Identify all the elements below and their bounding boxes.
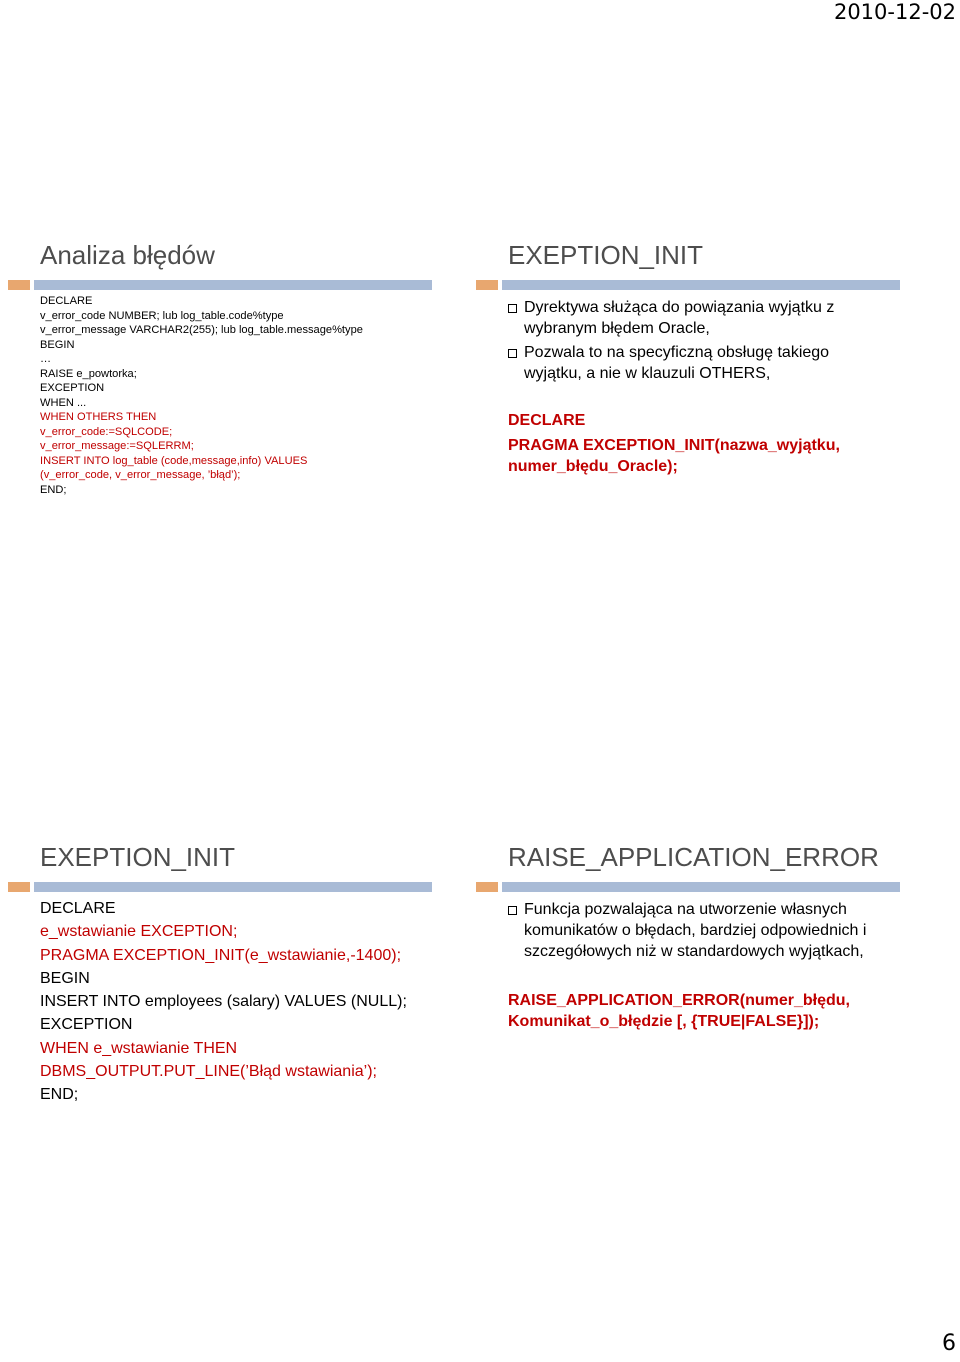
bullet-item: Dyrektywa służąca do powiązania wyjątku z wybranym błędem Oracle,	[508, 297, 873, 339]
slide-title: EXEPTION_INIT	[40, 842, 236, 872]
code-line: WHEN ...	[40, 396, 87, 409]
square-bullet-icon	[508, 304, 517, 313]
slide-title: Analiza błędów	[40, 240, 215, 270]
code-line: …	[40, 353, 52, 365]
raise-syntax: RAISE_APPLICATION_ERROR(numer_błędu, Komunikat_o_błędzie [, {TRUE|FALSE}]);	[508, 992, 850, 1030]
code-line: EXCEPTION	[40, 1016, 133, 1034]
slide-exeption-init-example	[8, 832, 440, 1122]
title-rule	[476, 882, 900, 892]
code-line: WHEN OTHERS THEN	[40, 411, 157, 423]
code-block	[40, 897, 407, 1107]
code-line: DECLARE	[40, 900, 116, 917]
code-line: INSERT INTO employees (salary) VALUES (NULL);	[40, 993, 407, 1011]
slide-title: EXEPTION_INIT	[508, 240, 704, 270]
slide-raise-application-error	[476, 832, 908, 1122]
bullet-item: Funkcja pozwalająca na utworzenie własnych komunikatów o błędach, bardziej odpowiednich i szczegółowych niż w standardowych wyjątkach,	[508, 899, 878, 962]
bullet-list	[508, 297, 873, 477]
square-bullet-icon	[508, 349, 517, 358]
slide-title: RAISE_APPLICATION_ERROR	[508, 842, 879, 872]
code-line: INSERT INTO log_table (code,message,info) VALUES	[40, 454, 308, 467]
code-line: e_wstawianie EXCEPTION;	[40, 923, 238, 941]
code-line: BEGIN	[40, 338, 75, 351]
date-header: 2010-12-02	[833, 0, 956, 24]
square-bullet-icon	[508, 906, 517, 915]
title-rule	[8, 280, 432, 290]
code-line: v_error_code:=SQLCODE;	[40, 425, 173, 438]
code-line: DBMS_OUTPUT.PUT_LINE(’Błąd wstawiania’);	[40, 1063, 377, 1081]
bullet-item: Pozwala to na specyficzną obsługę takiego wyjątku, a nie w klauzuli OTHERS,	[508, 342, 873, 384]
code-line: RAISE e_powtorka;	[40, 367, 137, 380]
title-rule	[476, 280, 900, 290]
code-line: END;	[40, 1086, 79, 1104]
code-line: BEGIN	[40, 969, 90, 987]
slide-analiza-bledow	[8, 230, 440, 500]
code-block	[40, 294, 363, 497]
code-line: v_error_code NUMBER; lub log_table.code%type	[40, 309, 284, 322]
code-line: EXCEPTION	[40, 382, 105, 394]
bullet-list	[508, 899, 878, 1032]
code-line: DECLARE	[40, 295, 93, 307]
code-line: v_error_message VARCHAR2(255); lub log_table.message%type	[40, 324, 363, 336]
code-line: END;	[40, 483, 67, 496]
pragma-syntax: DECLARE PRAGMA EXCEPTION_INIT(nazwa_wyjątku, numer_błędu_Oracle);	[508, 412, 840, 475]
code-line: WHEN e_wstawianie THEN	[40, 1039, 238, 1057]
title-rule	[8, 882, 432, 892]
code-line: PRAGMA EXCEPTION_INIT(e_wstawianie,-1400);	[40, 946, 402, 964]
code-line: (v_error_code, v_error_message, ’błąd’);	[40, 469, 241, 481]
code-line: v_error_message:=SQLERRM;	[40, 440, 194, 452]
slide-exeption-init-desc	[476, 230, 908, 500]
page-number: 6	[942, 1331, 956, 1356]
